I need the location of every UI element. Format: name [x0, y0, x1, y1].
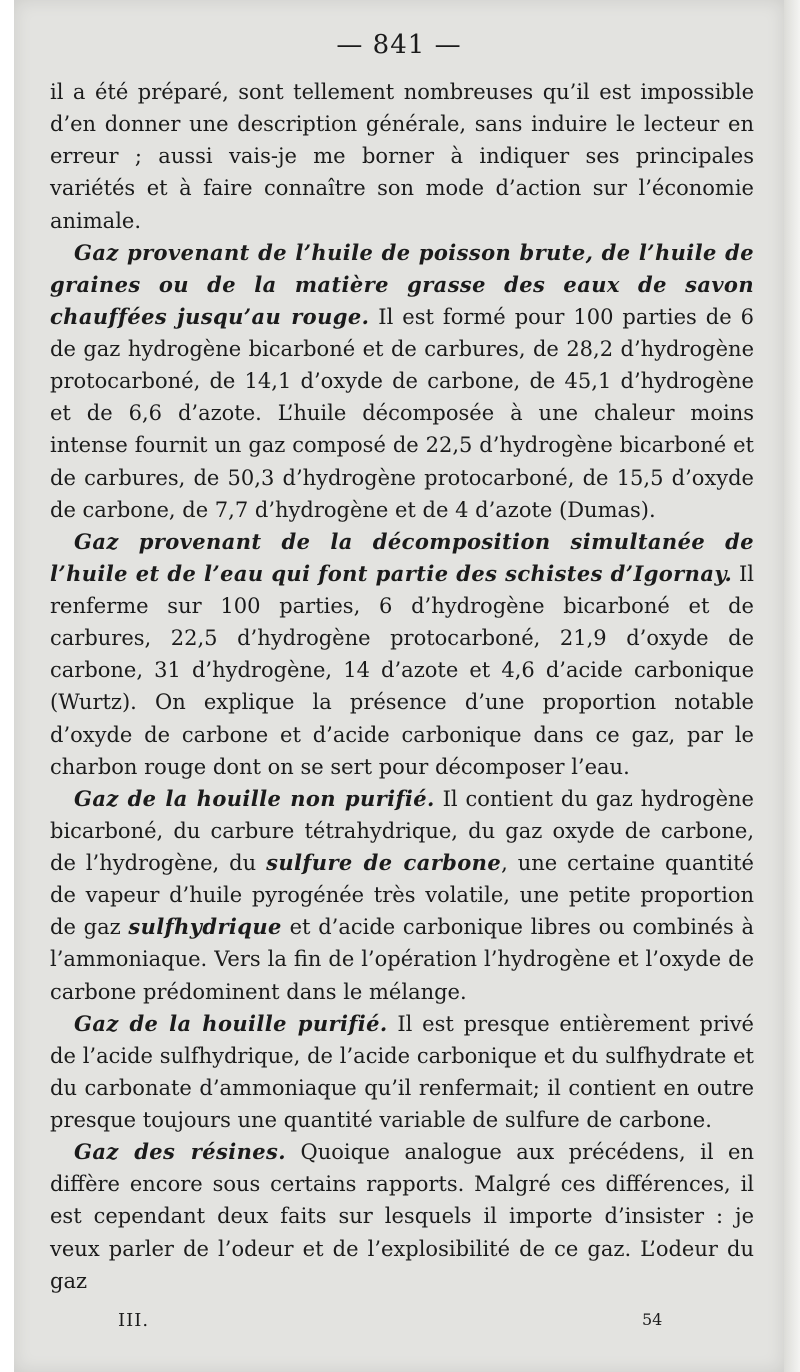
- text-run: et d’acide carbonique libres ou combinés à l’ammoniaque. Vers la fin de l’opération l’hydrogène et l’oxyde de carbone prédominent dans le mélange.: [50, 915, 754, 1004]
- section-heading: Gaz provenant de l’huile de poisson brute, de l’huile de graines ou de la matière grasse des eaux de savon chauffées jusqu’au rouge.: [50, 239, 754, 329]
- text-run: Il renferme sur 100 parties, 6 d’hydrogène bicarboné et de carbures, 22,5 d’hydrogène protocarboné, 21,9 d’oxyde de carbone, 31 d’hydrogène, 14 d’azote et 4,6 d’acide carbonique (Wurtz). On explique la présence d’une proportion notable d’oxyde de carbone et d’acide carbonique dans ce gaz, par le charbon rouge dont on se sert pour décomposer l’eau.: [50, 561, 755, 779]
- paragraph: [50, 526, 754, 783]
- paragraph: [50, 1136, 754, 1297]
- text-run: il a été préparé, sont tellement nombreuses qu’il est impossible d’en donner une description générale, sans induire le lecteur en erreur ; aussi vais-je me borner à indiquer ses principales variétés et à faire connaître son mode d’action sur l’économie animale.: [50, 80, 754, 233]
- emphasis: sulfure de carbone: [266, 850, 502, 875]
- text-run: Quoique analogue aux précédens, il en diffère encore sous certains rapports. Malgré ces différences, il est cependant deux faits sur lesquels il importe d’insister : je veux parler de l’odeur et de l’explosibilité de ce gaz. L’odeur du gaz: [50, 1140, 754, 1293]
- signature-mark: III.: [118, 1310, 150, 1331]
- section-heading: Gaz des résines.: [74, 1139, 286, 1165]
- paragraph: [50, 783, 754, 1008]
- page-edge: [784, 0, 800, 1372]
- text-run: , une certaine quantité de vapeur d’huile pyrogénée très volatile, une petite proportion de gaz: [50, 851, 754, 940]
- book-page: [14, 0, 784, 1372]
- body-text: [50, 76, 754, 1297]
- text-run: Il contient du gaz hydrogène bicarboné, du carbure tétrahydrique, du gaz oxyde de carbone, de l’hydrogène, du: [50, 786, 754, 875]
- sheet-number: 54: [642, 1310, 663, 1329]
- paragraph: [50, 237, 754, 526]
- paragraph: [50, 76, 754, 237]
- section-heading: Gaz de la houille purifié.: [74, 1010, 388, 1036]
- page-number: — 841 —: [336, 30, 462, 60]
- section-heading: Gaz provenant de la décomposition simultanée de l’huile et de l’eau qui font partie des schistes d’Igornay.: [50, 528, 754, 586]
- paragraph: [50, 1008, 754, 1137]
- text-run: Il est formé pour 100 parties de 6 de gaz hydrogène bicarboné et de carbures, de 28,2 d’hydrogène protocarboné, de 14,1 d’oxyde de carbone, de 45,1 d’hydrogène et de 6,6 d’azote. L’huile décomposée à une chaleur moins intense fournit un gaz composé de 22,5 d’hydrogène bicarboné et de carbures, de 50,3 d’hydrogène protocarboné, de 15,5 d’oxyde de carbone, de 7,7 d’hydrogène et de 4 d’azote (Dumas).: [50, 304, 754, 522]
- section-heading: Gaz de la houille non purifié.: [74, 785, 435, 811]
- emphasis: sulfhydrique: [128, 914, 282, 940]
- text-run: Il est presque entièrement privé de l’acide sulfhydrique, de l’acide carbonique et du sulfhydrate et du carbonate d’ammoniaque qu’il renfermait; il contient en outre presque toujours une quantité variable de sulfure de carbone.: [50, 1011, 754, 1132]
